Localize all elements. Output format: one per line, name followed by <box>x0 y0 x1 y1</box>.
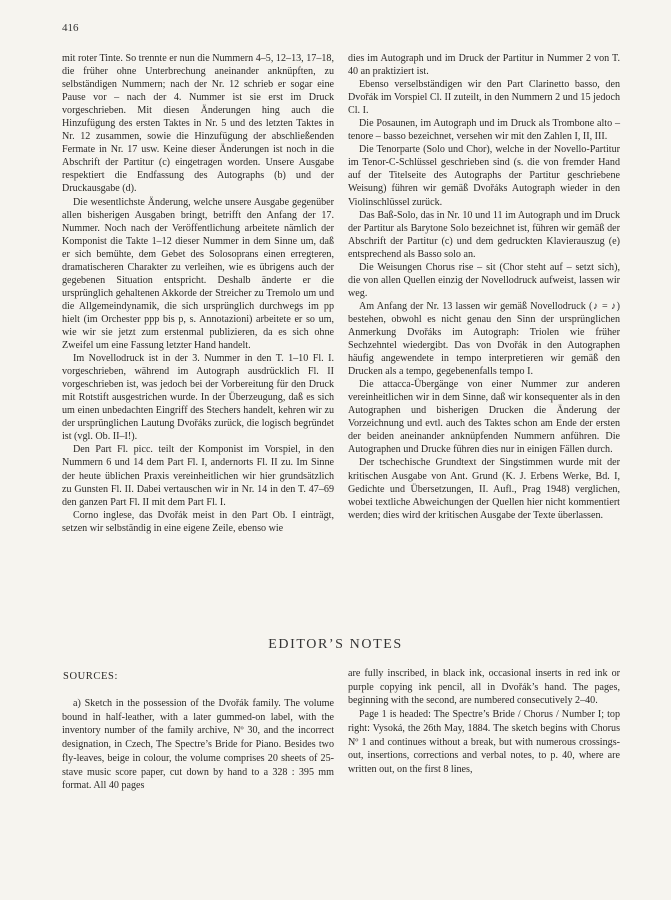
paragraph: Page 1 is headed: The Spectre’s Bride / Chorus / Number I; top right: Vysoká, the 26th May, 1884. The sketch begins with Chorus Nº 1 and continues without a break, but with numerous crossings-out, insertions, corrections and verbal notes, to p. 40, where are written out, on the first 8 lines, <box>348 709 620 775</box>
paragraph: Das Baß-Solo, das in Nr. 10 und 11 im Autograph und im Druck der Partitur als Barytone Solo bezeichnet ist, führen wir gemäß der Abschrift der Partitur (c) und dem gedruckten Klavierauszug (e) entsprechend als Basso solo an. <box>348 209 620 260</box>
paragraph: Am Anfang der Nr. 13 lassen wir gemäß Novellodruck (♪ = ♪) bestehen, obwohl es nicht genau den Sinn der ursprünglichen Anmerkung Dvořáks im Autograph: Triolen wie früher Sechzehntel wiedergibt. Das von Dvořák in den Autographen häufig angewendete in tempo interpretieren wir gemäß den Drucken als a tempo, gegebenenfalls tempo I. <box>348 300 620 378</box>
editors-notes-left-column <box>62 667 334 793</box>
left-column <box>62 52 334 535</box>
paragraph: Der tschechische Grundtext der Singstimmen wurde mit der kritischen Ausgabe von Ant. Grund (K. J. Erbens Werke, Bd. I, Gedichte und Übersetzungen, II. Aufl., Prag 1948) verglichen, wobei textliche Abweichungen der Quellen hier nicht kommentiert werden; dies wird der kritischen Ausgabe der Texte überlassen. <box>348 457 620 521</box>
paragraph: are fully inscribed, in black ink, occasional inserts in red ink or purple copying ink pencil, all in Dvořák’s hand. The pages, beginning with the second, are numbered consecutively 2–40. <box>348 668 620 707</box>
paragraph: Die Tenorparte (Solo und Chor), welche in der Novello-Partitur im Tenor-C-Schlüssel geschrieben sind (s. die von fremder Hand auf der Titelseite des Autographs der Partitur geschriebene Weisung) führen wir gemäß Dvořáks Autograph wieder in den Violinschlüssel zurück. <box>348 144 620 208</box>
editors-notes-text <box>62 667 620 793</box>
editors-notes-right-column <box>348 667 620 793</box>
paragraph: a) Sketch in the possession of the Dvořák family. The volume bound in half-leather, with a later gummed-on label, with the inventory number of the family archive, Nº 30, and the incorrect designation, in Czech, The Spectre’s Bride for Piano. Besides two fly-leaves, beige in colour, the volume comprises 20 sheets of 25-stave music score paper, cut down by hand to a 328 : 395 mm format. All 40 pages <box>62 698 334 792</box>
section-heading: EDITOR’S NOTES <box>268 637 403 652</box>
paragraph: dies im Autograph und im Druck der Partitur in Nummer 2 von T. 40 an praktiziert ist. <box>348 53 620 78</box>
paragraph: Die wesentlichste Änderung, welche unsere Ausgabe gegenüber allen bisherigen Ausgaben bringt, betrifft den Anfang der 17. Nummer. Noch nach der Veröffentlichung arbeitete nämlich der Komponist die Takte 1–12 dieser Nummer in dem Sinne um, daß er sich bemühte, dem Gebet des Solosoprans einen erregteren, dramatischeren Charakter zu verleihen, wie es übrigens auch der gegebenen Situation entspricht. Deshalb änderte er die ursprünglich gehaltenen Akkorde der Streicher zu Tremolo um und die Allgemeindynamik, die sich ursprünglich durchwegs im pp hielt (im Orchester ppp bis p, s. Annotazioni) arbeitete er so um, wie wir sie jetzt zum erstenmal publizieren, da es sich ohne Zweifel um eine Fassung letzter Hand handelt. <box>62 196 334 352</box>
right-column <box>348 52 620 535</box>
sources-label: SOURCES: <box>63 671 118 682</box>
paragraph: Im Novellodruck ist in der 3. Nummer in den T. 1–10 Fl. I. vorgeschrieben, während im Autograph ausdrücklich Fl. II vorgeschrieben ist, was jedoch bei der Vorbereitung für den Druck mit Rotstift ausgestrichen wurde. In der Überzeugung, daß es sich um einen unbedachten Eingriff des Stechers handelt, kehren wir zu der ursprünglichen Lautung Dvořáks zurück, die logisch begründet ist (vgl. Ob. II–I!). <box>62 353 334 443</box>
paragraph: Die Weisungen Chorus rise – sit (Chor steht auf – setzt sich), die von allen Quellen einzig der Novellodruck aufweist, lassen wir weg. <box>348 261 620 299</box>
body-text <box>62 52 620 535</box>
paragraph: Ebenso verselbständigen wir den Part Clarinetto basso, den Dvořák im Vorspiel Cl. II zuteilt, in den Nummern 2 und 15 jedoch Cl. I. <box>348 79 620 117</box>
paragraph: Den Part Fl. picc. teilt der Komponist im Vorspiel, in den Nummern 6 und 14 dem Part Fl. I, andernorts Fl. II zu. Im Sinne der heute üblichen Praxis vereinheitlichen wir hier grundsätzlich zu Gunsten Fl. II. Dabei vertauschen wir in Nr. 14 in den T. 47–69 den ganzen Part Fl. II mit dem Part Fl. I. <box>62 444 334 508</box>
paragraph: Die attacca-Übergänge von einer Nummer zur anderen vereinheitlichen wir in dem Sinne, daß wir konsequenter als in den Autographen und bisherigen Drucken die Änderung der Vorzeichnung und evtl. auch des Taktes schon am Ende der ersten der beiden aneinander anknüpfenden Nummern anführen. Die Autographen und Drucke führen dies nur in einigen Fällen durch. <box>348 379 620 456</box>
paragraph: Die Posaunen, im Autograph und im Druck als Trombone alto – tenore – basso bezeichnet, versehen wir mit den Zahlen I, II, III. <box>348 118 620 143</box>
paragraph: Corno inglese, das Dvořák meist in den Part Ob. I einträgt, setzen wir selbständig in eine eigene Zeile, ebenso wie <box>62 509 334 534</box>
page-number: 416 <box>62 22 79 34</box>
paragraph: mit roter Tinte. So trennte er nun die Nummern 4–5, 12–13, 17–18, die früher ohne Unterbrechung aneinander anknüpften, zu selbständigen Nummern; nach der Nr. 12 schrieb er sogar eine Pause vor – nach der 4. Nummer ist sie erst im Druck vorgeschrieben. Mit diesen Änderungen hing auch die Hinzufügung des ersten Taktes in Nr. 5 und des letzten Taktes in Nr. 12 zusammen, sowie die Hinzufügung der abschließenden Fermate in Nr. 17 usw. Keine dieser Änderungen ist noch in die Abschrift der Partitur (c) eingetragen worden. Unsere Ausgabe respektiert die Endfassung des Autographs (b) und der Druckausgabe (d). <box>62 53 334 195</box>
